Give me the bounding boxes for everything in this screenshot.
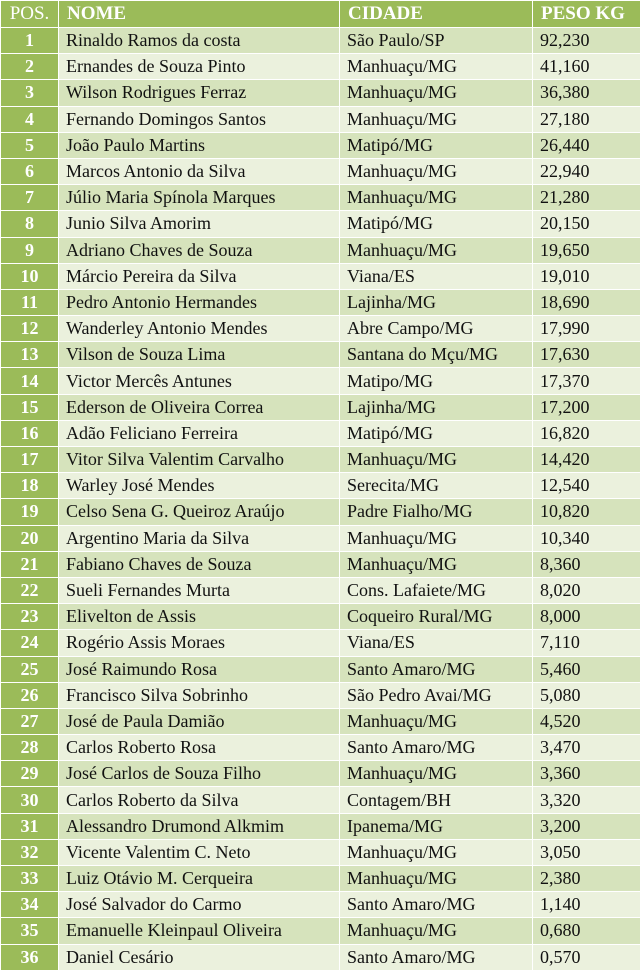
- cell-peso: 3,470: [533, 735, 640, 761]
- cell-pos: 21: [1, 551, 59, 577]
- cell-peso: 8,020: [533, 577, 640, 603]
- cell-nome: Vitor Silva Valentim Carvalho: [59, 447, 340, 473]
- cell-pos: 28: [1, 735, 59, 761]
- cell-pos: 5: [1, 132, 59, 158]
- cell-nome: Fabiano Chaves de Souza: [59, 551, 340, 577]
- cell-peso: 3,200: [533, 813, 640, 839]
- cell-peso: 3,050: [533, 839, 640, 865]
- cell-nome: Warley José Mendes: [59, 473, 340, 499]
- table-row: [1, 918, 640, 944]
- cell-pos: 2: [1, 54, 59, 80]
- cell-peso: 5,460: [533, 656, 640, 682]
- cell-pos: 23: [1, 604, 59, 630]
- cell-nome: Ederson de Oliveira Correa: [59, 394, 340, 420]
- header-cidade: CIDADE: [340, 1, 533, 28]
- table-row: [1, 682, 640, 708]
- cell-nome: Victor Mercês Antunes: [59, 368, 340, 394]
- cell-nome: Carlos Roberto da Silva: [59, 787, 340, 813]
- cell-cidade: Manhuaçu/MG: [340, 839, 533, 865]
- cell-peso: 10,820: [533, 499, 640, 525]
- cell-cidade: Manhuaçu/MG: [340, 708, 533, 734]
- table-row: [1, 499, 640, 525]
- cell-nome: José Carlos de Souza Filho: [59, 761, 340, 787]
- table-row: [1, 525, 640, 551]
- cell-peso: 5,080: [533, 682, 640, 708]
- cell-nome: Celso Sena G. Queiroz Araújo: [59, 499, 340, 525]
- table-row: [1, 185, 640, 211]
- cell-pos: 4: [1, 106, 59, 132]
- cell-pos: 6: [1, 158, 59, 184]
- header-peso: PESO KG: [533, 1, 640, 28]
- cell-cidade: Manhuaçu/MG: [340, 525, 533, 551]
- cell-nome: Márcio Pereira da Silva: [59, 263, 340, 289]
- cell-peso: 16,820: [533, 420, 640, 446]
- cell-nome: Francisco Silva Sobrinho: [59, 682, 340, 708]
- cell-nome: Adriano Chaves de Souza: [59, 237, 340, 263]
- table-row: [1, 604, 640, 630]
- cell-nome: Marcos Antonio da Silva: [59, 158, 340, 184]
- table-row: [1, 551, 640, 577]
- cell-pos: 3: [1, 80, 59, 106]
- cell-nome: Pedro Antonio Hermandes: [59, 289, 340, 315]
- table-row: [1, 761, 640, 787]
- cell-pos: 17: [1, 447, 59, 473]
- table-row: [1, 316, 640, 342]
- cell-nome: Elivelton de Assis: [59, 604, 340, 630]
- cell-peso: 8,000: [533, 604, 640, 630]
- table-row: [1, 106, 640, 132]
- cell-cidade: Manhuaçu/MG: [340, 158, 533, 184]
- cell-cidade: Santana do Mçu/MG: [340, 342, 533, 368]
- cell-peso: 22,940: [533, 158, 640, 184]
- cell-peso: 36,380: [533, 80, 640, 106]
- table-row: [1, 342, 640, 368]
- table-row: [1, 211, 640, 237]
- cell-pos: 29: [1, 761, 59, 787]
- cell-nome: Vicente Valentim C. Neto: [59, 839, 340, 865]
- cell-peso: 17,370: [533, 368, 640, 394]
- table-row: [1, 656, 640, 682]
- table-row: [1, 237, 640, 263]
- table-row: [1, 735, 640, 761]
- cell-pos: 10: [1, 263, 59, 289]
- table-row: [1, 28, 640, 54]
- cell-pos: 20: [1, 525, 59, 551]
- table-row: [1, 708, 640, 734]
- cell-nome: João Paulo Martins: [59, 132, 340, 158]
- cell-cidade: Matipó/MG: [340, 211, 533, 237]
- cell-pos: 24: [1, 630, 59, 656]
- cell-pos: 22: [1, 577, 59, 603]
- cell-cidade: Santo Amaro/MG: [340, 892, 533, 918]
- cell-nome: Adão Feliciano Ferreira: [59, 420, 340, 446]
- cell-nome: José de Paula Damião: [59, 708, 340, 734]
- cell-cidade: Serecita/MG: [340, 473, 533, 499]
- cell-nome: Wanderley Antonio Mendes: [59, 316, 340, 342]
- cell-cidade: Matipó/MG: [340, 132, 533, 158]
- table-row: [1, 54, 640, 80]
- cell-nome: Alessandro Drumond Alkmim: [59, 813, 340, 839]
- cell-cidade: Manhuaçu/MG: [340, 54, 533, 80]
- table-row: [1, 944, 640, 970]
- cell-peso: 27,180: [533, 106, 640, 132]
- cell-cidade: Lajinha/MG: [340, 289, 533, 315]
- cell-pos: 18: [1, 473, 59, 499]
- cell-cidade: Manhuaçu/MG: [340, 237, 533, 263]
- cell-nome: Daniel Cesário: [59, 944, 340, 970]
- cell-pos: 31: [1, 813, 59, 839]
- table-row: [1, 80, 640, 106]
- cell-cidade: Manhuaçu/MG: [340, 185, 533, 211]
- header-pos: POS.: [1, 1, 59, 28]
- cell-pos: 9: [1, 237, 59, 263]
- cell-pos: 11: [1, 289, 59, 315]
- cell-pos: 33: [1, 866, 59, 892]
- cell-cidade: São Pedro Avai/MG: [340, 682, 533, 708]
- table-row: [1, 263, 640, 289]
- cell-nome: Rogério Assis Moraes: [59, 630, 340, 656]
- cell-nome: Luiz Otávio M. Cerqueira: [59, 866, 340, 892]
- cell-pos: 35: [1, 918, 59, 944]
- cell-nome: Carlos Roberto Rosa: [59, 735, 340, 761]
- cell-cidade: Manhuaçu/MG: [340, 80, 533, 106]
- cell-cidade: Contagem/BH: [340, 787, 533, 813]
- table-row: [1, 394, 640, 420]
- cell-nome: José Salvador do Carmo: [59, 892, 340, 918]
- cell-nome: José Raimundo Rosa: [59, 656, 340, 682]
- cell-pos: 14: [1, 368, 59, 394]
- cell-pos: 1: [1, 28, 59, 54]
- table-row: [1, 866, 640, 892]
- cell-cidade: Manhuaçu/MG: [340, 866, 533, 892]
- cell-pos: 16: [1, 420, 59, 446]
- cell-nome: Rinaldo Ramos da costa: [59, 28, 340, 54]
- cell-peso: 14,420: [533, 447, 640, 473]
- cell-peso: 7,110: [533, 630, 640, 656]
- cell-cidade: Manhuaçu/MG: [340, 551, 533, 577]
- cell-pos: 25: [1, 656, 59, 682]
- cell-peso: 18,690: [533, 289, 640, 315]
- cell-cidade: Ipanema/MG: [340, 813, 533, 839]
- cell-cidade: Matipó/MG: [340, 420, 533, 446]
- cell-peso: 17,990: [533, 316, 640, 342]
- cell-pos: 15: [1, 394, 59, 420]
- cell-peso: 2,380: [533, 866, 640, 892]
- cell-peso: 41,160: [533, 54, 640, 80]
- cell-nome: Argentino Maria da Silva: [59, 525, 340, 551]
- table-row: [1, 787, 640, 813]
- cell-pos: 13: [1, 342, 59, 368]
- cell-cidade: Manhuaçu/MG: [340, 761, 533, 787]
- cell-peso: 12,540: [533, 473, 640, 499]
- cell-peso: 8,360: [533, 551, 640, 577]
- cell-pos: 34: [1, 892, 59, 918]
- table-row: [1, 368, 640, 394]
- cell-peso: 3,360: [533, 761, 640, 787]
- cell-peso: 19,010: [533, 263, 640, 289]
- header-nome: NOME: [59, 1, 340, 28]
- table-row: [1, 813, 640, 839]
- cell-pos: 12: [1, 316, 59, 342]
- cell-nome: Wilson Rodrigues Ferraz: [59, 80, 340, 106]
- cell-nome: Júlio Maria Spínola Marques: [59, 185, 340, 211]
- cell-cidade: Padre Fialho/MG: [340, 499, 533, 525]
- cell-peso: 1,140: [533, 892, 640, 918]
- cell-cidade: Manhuaçu/MG: [340, 106, 533, 132]
- cell-cidade: Viana/ES: [340, 263, 533, 289]
- cell-cidade: Manhuaçu/MG: [340, 918, 533, 944]
- cell-peso: 26,440: [533, 132, 640, 158]
- table-row: [1, 420, 640, 446]
- cell-peso: 0,680: [533, 918, 640, 944]
- cell-cidade: Viana/ES: [340, 630, 533, 656]
- table-row: [1, 158, 640, 184]
- table-row: [1, 289, 640, 315]
- cell-nome: Fernando Domingos Santos: [59, 106, 340, 132]
- cell-pos: 32: [1, 839, 59, 865]
- table-row: [1, 892, 640, 918]
- cell-peso: 0,570: [533, 944, 640, 970]
- cell-peso: 21,280: [533, 185, 640, 211]
- table-row: [1, 447, 640, 473]
- cell-cidade: Manhuaçu/MG: [340, 447, 533, 473]
- table-row: [1, 473, 640, 499]
- cell-cidade: Coqueiro Rural/MG: [340, 604, 533, 630]
- cell-cidade: Santo Amaro/MG: [340, 944, 533, 970]
- cell-nome: Emanuelle Kleinpaul Oliveira: [59, 918, 340, 944]
- cell-cidade: Santo Amaro/MG: [340, 656, 533, 682]
- cell-pos: 8: [1, 211, 59, 237]
- cell-cidade: Lajinha/MG: [340, 394, 533, 420]
- table-row: [1, 132, 640, 158]
- cell-cidade: Abre Campo/MG: [340, 316, 533, 342]
- cell-pos: 7: [1, 185, 59, 211]
- cell-peso: 3,320: [533, 787, 640, 813]
- cell-peso: 19,650: [533, 237, 640, 263]
- cell-pos: 19: [1, 499, 59, 525]
- cell-pos: 36: [1, 944, 59, 970]
- cell-peso: 10,340: [533, 525, 640, 551]
- cell-cidade: São Paulo/SP: [340, 28, 533, 54]
- cell-nome: Vilson de Souza Lima: [59, 342, 340, 368]
- cell-nome: Sueli Fernandes Murta: [59, 577, 340, 603]
- cell-nome: Junio Silva Amorim: [59, 211, 340, 237]
- cell-peso: 4,520: [533, 708, 640, 734]
- table-row: [1, 839, 640, 865]
- cell-peso: 20,150: [533, 211, 640, 237]
- table-row: [1, 630, 640, 656]
- cell-cidade: Cons. Lafaiete/MG: [340, 577, 533, 603]
- cell-peso: 92,230: [533, 28, 640, 54]
- cell-nome: Ernandes de Souza Pinto: [59, 54, 340, 80]
- cell-pos: 26: [1, 682, 59, 708]
- cell-peso: 17,200: [533, 394, 640, 420]
- cell-peso: 17,630: [533, 342, 640, 368]
- table-row: [1, 577, 640, 603]
- cell-cidade: Santo Amaro/MG: [340, 735, 533, 761]
- cell-cidade: Matipo/MG: [340, 368, 533, 394]
- cell-pos: 30: [1, 787, 59, 813]
- header-row: [1, 1, 640, 28]
- cell-pos: 27: [1, 708, 59, 734]
